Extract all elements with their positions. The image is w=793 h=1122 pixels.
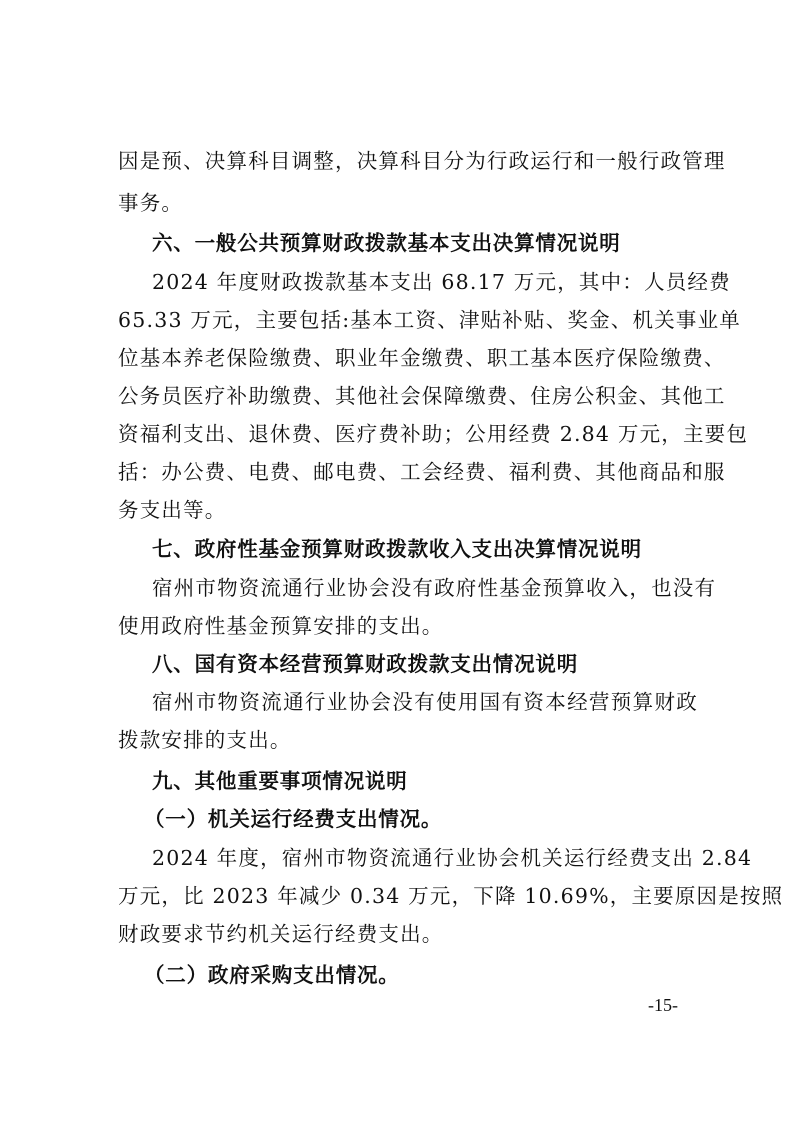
paragraph-line: 拨款安排的支出。 (118, 728, 292, 752)
page-number: -15- (648, 995, 678, 1015)
section-heading-8: 八、国有资本经营预算财政拨款支出情况说明 (152, 652, 578, 676)
paragraph-line: 65.33 万元，主要包括:基本工资、津贴补贴、奖金、机关事业单 (118, 308, 742, 332)
subsection-heading-1: （一）机关运行经费支出情况。 (144, 807, 443, 831)
paragraph-line: 务支出等。 (118, 498, 227, 522)
section-heading-9: 九、其他重要事项情况说明 (152, 769, 408, 793)
paragraph-line: 使用政府性基金预算安排的支出。 (118, 614, 444, 638)
paragraph-line: 事务。 (118, 191, 184, 215)
paragraph-line: 资福利支出、退休费、医疗费补助；公用经费 2.84 万元，主要包 (118, 422, 749, 446)
paragraph-line: 宿州市物资流通行业协会没有使用国有资本经营预算财政 (152, 690, 698, 714)
paragraph-line: 财政要求节约机关运行经费支出。 (118, 922, 444, 946)
paragraph-line: 因是预、决算科目调整，决算科目分为行政运行和一般行政管理 (118, 149, 726, 173)
paragraph-line: 万元，比 2023 年减少 0.34 万元，下降 10.69%，主要原因是按照 (118, 884, 784, 908)
paragraph-line: 公务员医疗补助缴费、其他社会保障缴费、住房公积金、其他工 (118, 384, 726, 408)
section-heading-7: 七、政府性基金预算财政拨款收入支出决算情况说明 (152, 537, 642, 561)
subsection-heading-2: （二）政府采购支出情况。 (144, 963, 400, 987)
paragraph-line: 括：办公费、电费、邮电费、工会经费、福利费、其他商品和服 (118, 460, 726, 484)
section-heading-6: 六、一般公共预算财政拨款基本支出决算情况说明 (152, 231, 621, 255)
paragraph-line: 2024 年度，宿州市物资流通行业协会机关运行经费支出 2.84 (152, 846, 753, 870)
paragraph-line: 位基本养老保险缴费、职业年金缴费、职工基本医疗保险缴费、 (118, 346, 726, 370)
paragraph-line: 2024 年度财政拨款基本支出 68.17 万元，其中：人员经费 (152, 270, 731, 294)
paragraph-line: 宿州市物资流通行业协会没有政府性基金预算收入，也没有 (152, 576, 717, 600)
